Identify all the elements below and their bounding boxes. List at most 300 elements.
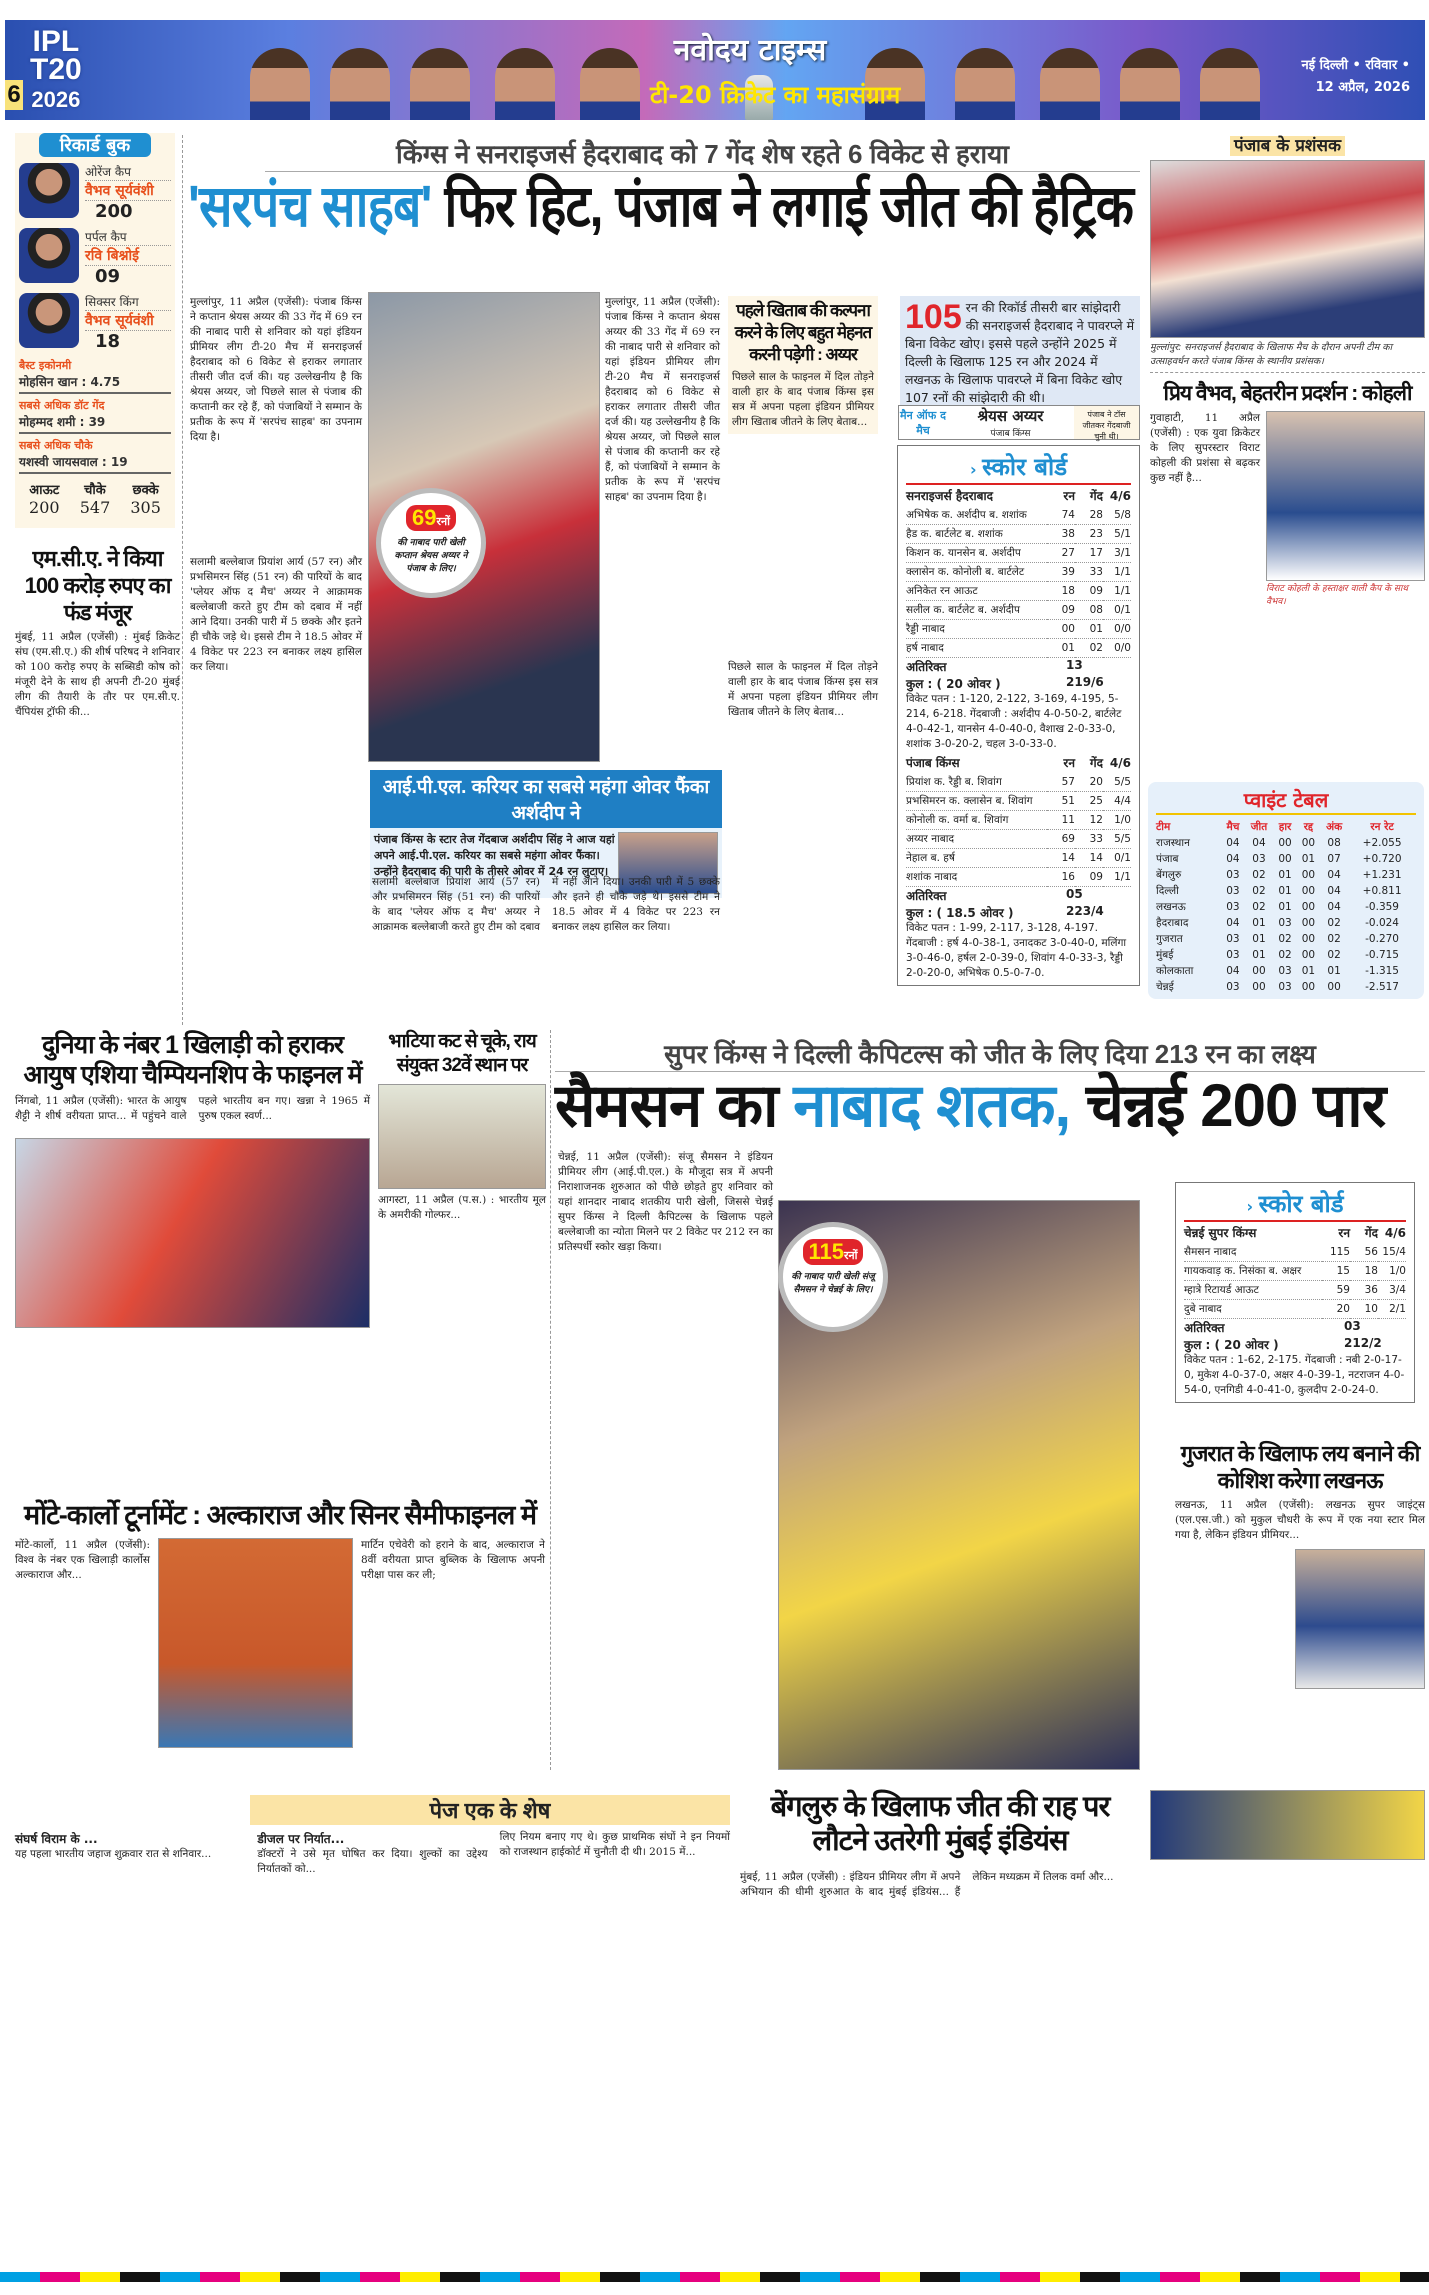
team-name: चेन्नई सुपर किंग्स xyxy=(1184,1226,1257,1240)
runs-badge xyxy=(778,1222,888,1332)
badge-unit: रनों xyxy=(436,516,450,528)
bhatia-article xyxy=(378,1030,546,1223)
table-row xyxy=(1156,947,1416,963)
ipl-logo: IPL T20 2026 xyxy=(30,25,82,112)
headline: गुजरात के खिलाफ लय बनाने की कोशिश करेगा लखनऊ xyxy=(1180,1441,1420,1493)
stat-cell: 04 xyxy=(1226,853,1240,865)
table-header xyxy=(906,485,1131,506)
team-name: राजस्थान xyxy=(1156,837,1190,849)
headline: मोंटे-कार्लो टूर्नामेंट : अल्काराज और सिनर सैमीफाइनल में xyxy=(23,1500,537,1530)
stat-cell: -0.715 xyxy=(1365,949,1399,961)
table-row xyxy=(1156,835,1416,851)
batter-name: अनिकेत रन आऊट xyxy=(906,582,1047,601)
team-name: पंजाब किंग्स xyxy=(906,756,960,770)
batter-row xyxy=(906,792,1131,811)
cap-entry xyxy=(19,293,171,352)
cap-info xyxy=(85,228,171,287)
player-photo xyxy=(495,48,555,120)
batter-name: दुबे नाबाद xyxy=(1184,1300,1322,1319)
stat-cell: 01 xyxy=(1278,869,1292,881)
stat-cell: 5/1 xyxy=(1103,525,1131,544)
table-row xyxy=(1156,899,1416,915)
stat-cell: 04 xyxy=(1327,869,1341,881)
stat-cell: 03 xyxy=(1252,853,1266,865)
stat-cell: 03 xyxy=(1226,901,1240,913)
stat-cell: 03 xyxy=(1226,885,1240,897)
stat-cell: 08 xyxy=(1327,837,1341,849)
cap-info xyxy=(85,163,171,222)
stat-cell: 39 xyxy=(1047,563,1075,582)
column-header: गेंद xyxy=(1364,1226,1378,1240)
stat-cell: 01 xyxy=(1301,853,1316,865)
headline: भाटिया कट से चूके, राय संयुक्त 32वें स्थान पर xyxy=(388,1031,536,1076)
headline: पहले खिताब की कल्पना करने के लिए बहुत मेहनत करनी पड़ेगी : अय्यर xyxy=(734,301,872,364)
batter-row xyxy=(906,773,1131,792)
cap-info xyxy=(85,293,171,352)
cap-value: 18 xyxy=(95,331,121,352)
mom-info xyxy=(947,406,1074,439)
stat-cell: 38 xyxy=(1047,525,1075,544)
batter-row xyxy=(906,849,1131,868)
table-header xyxy=(906,752,1131,773)
stat-cell: 00 xyxy=(1301,917,1316,929)
scoreboard-csk xyxy=(1175,1182,1415,1403)
batter-row xyxy=(906,582,1131,601)
total-row xyxy=(906,904,1131,921)
stat-cell: 33 xyxy=(1075,830,1103,849)
player-photo xyxy=(330,48,390,120)
stat-cell: 74 xyxy=(1047,506,1075,525)
stat-cell: 10 xyxy=(1350,1300,1378,1319)
stat-cell: 59 xyxy=(1322,1281,1350,1300)
lsg-player-photo xyxy=(1295,1549,1425,1689)
stat-cell: 23 xyxy=(1075,525,1103,544)
stat-cell: 4/4 xyxy=(1103,792,1131,811)
story-body: डॉक्टरों ने उसे मृत घोषित कर दिया। शुल्कों का उद्देश्य निर्यातकों को... xyxy=(257,1848,488,1875)
badminton-photo xyxy=(15,1138,370,1328)
stat-cell: 1/1 xyxy=(1103,563,1131,582)
stat-cell: 03 xyxy=(1278,981,1292,993)
stat-cell: +1.231 xyxy=(1362,869,1402,881)
season-totals xyxy=(19,480,171,517)
stat-cell: 09 xyxy=(1075,582,1103,601)
batter-row xyxy=(906,525,1131,544)
kohli-content xyxy=(1150,411,1425,607)
batter-row xyxy=(906,639,1131,658)
tennis-photo xyxy=(158,1538,353,1748)
batter-name: रैड्डी नाबाद xyxy=(906,620,1047,639)
team-name: पंजाब xyxy=(1156,853,1179,865)
fall-of-wickets: विकेट पतन : 1-62, 2-175. गेंदबाजी : नबी 2-0-17-0, मुकेश 4-0-37-0, अक्षर 4-0-39-1, नटराजन 4-0-54-0, एनगिडी 4-0-41-0, कुलदीप 2-0-24-0. xyxy=(1184,1354,1405,1396)
stat-cell: 01 xyxy=(1278,885,1292,897)
headline: दुनिया के नंबर 1 खिलाड़ी को हराकर आयुष एशिया चैम्पियनशिप के फाइनल में xyxy=(23,1031,362,1089)
total-value: 305 xyxy=(130,498,161,517)
stat-cell: 1/0 xyxy=(1378,1262,1406,1281)
batter-row xyxy=(906,601,1131,620)
total-value: 223/4 xyxy=(1066,904,1104,918)
column-header: रन xyxy=(1338,1226,1350,1240)
stat-cell: 02 xyxy=(1327,933,1341,945)
stat-cell: 18 xyxy=(1047,582,1075,601)
extras-row xyxy=(906,658,1131,675)
stat-cell: 00 xyxy=(1047,620,1075,639)
player-avatar xyxy=(19,293,79,348)
csk-headline-part2: चेन्नई 200 पार xyxy=(1085,1072,1386,1139)
stat-cell: 03 xyxy=(1226,981,1240,993)
scoreboard-title: › स्कोर बोर्ड xyxy=(906,450,1131,485)
fact-box xyxy=(900,296,1140,410)
stat-list xyxy=(19,358,171,474)
stat-cell: 1/0 xyxy=(1103,811,1131,830)
mumbai-photo xyxy=(1150,1790,1425,1860)
batter-row xyxy=(1184,1243,1406,1262)
kohli-headline: प्रिय वैभव, बेहतरीन प्रदर्शन : कोहली xyxy=(1163,382,1412,405)
stat-cell: 03 xyxy=(1226,869,1240,881)
batter-name: सैमसन नाबाद xyxy=(1184,1243,1322,1262)
cap-value: 200 xyxy=(95,201,133,222)
batter-row xyxy=(1184,1300,1406,1319)
iyer-article xyxy=(728,296,878,434)
headline: एम.सी.ए. ने किया 100 करोड़ रुपए का फंड मंजूर xyxy=(24,546,171,625)
batter-row xyxy=(1184,1281,1406,1300)
extras-label: अतिरिक्त xyxy=(1184,1321,1225,1335)
tagline: टी-20 क्रिकेट का महासंग्राम xyxy=(650,81,901,109)
stat-value: मोहसिन खान : 4.75 xyxy=(19,373,171,394)
stat-cell: 1/1 xyxy=(1103,582,1131,601)
table-header xyxy=(1156,819,1416,835)
player-photo xyxy=(580,48,640,120)
csk-headline xyxy=(555,1072,1423,1140)
lead-headline xyxy=(188,172,1133,242)
stat-cell: 02 xyxy=(1252,869,1266,881)
stat-cell: 02 xyxy=(1327,917,1341,929)
batter-name: अय्यर नाबाद xyxy=(906,830,1047,849)
badge-runs: 69 xyxy=(412,505,437,530)
page-one-remainders xyxy=(15,1830,730,2260)
story-body: लिए नियम बनाए गए थे। कुछ प्राथमिक संघों ने इन नियमों को राजस्थान हाईकोर्ट में चुनौती दी थी। 2015 में... xyxy=(499,1831,730,1858)
stat-cell: 08 xyxy=(1075,601,1103,620)
stat-label: सबसे अधिक चौके xyxy=(19,439,93,452)
player-avatar xyxy=(19,228,79,283)
kohli-cap-photo xyxy=(1266,411,1425,581)
headline: आई.पी.एल. करियर का सबसे महंगा ओवर फैंका अर्शदीप ने xyxy=(370,770,722,828)
cap-value: 09 xyxy=(95,266,121,287)
cap-label: ओरेंज कैप xyxy=(85,163,171,181)
batter-row xyxy=(906,563,1131,582)
stat-cell: 00 xyxy=(1327,981,1341,993)
points-table-title: प्वाइंट टेबल xyxy=(1156,786,1416,815)
stat-cell: 00 xyxy=(1252,981,1266,993)
stat-cell: 115 xyxy=(1322,1243,1350,1262)
batter-name: शशांक नाबाद xyxy=(906,868,1047,887)
team-name: लखनऊ xyxy=(1156,901,1186,913)
mumbai-body: मुंबई, 11 अप्रैल (एजेंसी) : इंडियन प्रीमियर लीग में अपने अभियान की धीमी शुरुआत के बाद मुंबई इंडियंस... हैं लेकिन मध्यक्रम में तिलक वर्मा और... xyxy=(740,1871,1114,1898)
badge-number xyxy=(406,505,456,531)
stat-cell: 04 xyxy=(1327,901,1341,913)
story-head: डीजल पर निर्यात... xyxy=(257,1832,345,1846)
stat-cell: 16 xyxy=(1047,868,1075,887)
man-of-the-match xyxy=(898,405,1140,440)
column-header: मैच xyxy=(1226,821,1240,833)
cap-label: पर्पल कैप xyxy=(85,228,171,246)
stat-cell: 3/1 xyxy=(1103,544,1131,563)
story-head: संघर्ष विराम के ... xyxy=(15,1832,98,1846)
article-body: मोंटे-कार्लो, 11 अप्रैल (एजेंसी): विश्व के नंबर एक खिलाड़ी कार्लोस अल्काराज और... xyxy=(15,1539,150,1581)
stat-value: यशस्वी जायसवाल : 19 xyxy=(19,453,171,474)
mom-name: श्रेयस अय्यर xyxy=(977,407,1044,425)
stat-cell: 20 xyxy=(1322,1300,1350,1319)
fall-of-wickets: विकेट पतन : 1-99, 2-117, 3-128, 4-197. गेंदबाजी : हर्ष 4-0-38-1, उनादकट 3-0-40-0, मलिंगा 3-0-46-0, हर्षल 2-0-39-0, शिवांग 4-0-33-3, रैड्डी 2-0-20-0, अभिषेक 0.5-0-7-0. xyxy=(906,922,1127,979)
stat-cell: 02 xyxy=(1327,949,1341,961)
lucknow-article xyxy=(1175,1440,1425,1689)
stat-cell: 15/4 xyxy=(1378,1243,1406,1262)
total-value: 212/2 xyxy=(1344,1336,1382,1350)
stat-value: मोहम्मद शमी : 39 xyxy=(19,413,171,434)
article-body: आगस्टा, 11 अप्रैल (प.स.) : भारतीय मूल के अमरीकी गोल्फर... xyxy=(378,1194,546,1221)
scoreboard-title: › स्कोर बोर्ड xyxy=(1184,1187,1406,1222)
extras-value: 03 xyxy=(1344,1319,1361,1333)
stat-cell: 03 xyxy=(1278,965,1292,977)
date-text: 12 अप्रैल, 2026 xyxy=(1315,80,1410,95)
stat-cell: 33 xyxy=(1075,563,1103,582)
column-header: हार xyxy=(1278,821,1292,833)
team-name: दिल्ली xyxy=(1156,885,1179,897)
batter-row xyxy=(906,830,1131,849)
newspaper-name: नवोदय टाइम्स xyxy=(673,33,827,68)
stat-cell: 18 xyxy=(1350,1262,1378,1281)
stat-cell: 00 xyxy=(1301,933,1316,945)
total-value: 547 xyxy=(79,498,111,517)
photo-caption: विराट कोहली के हस्ताक्षर वाली कैप के साथ वैभव। xyxy=(1266,584,1409,607)
stat-cell: 17 xyxy=(1075,544,1103,563)
montecarlo-article xyxy=(15,1495,545,1748)
stat-cell: 3/4 xyxy=(1378,1281,1406,1300)
team-name: गुजरात xyxy=(1156,933,1183,945)
total-row xyxy=(1184,1336,1406,1353)
stat-cell: 0/0 xyxy=(1103,639,1131,658)
record-book xyxy=(15,133,175,528)
player-photo xyxy=(955,48,1015,120)
batter-name: म्हात्रे रिटायर्ड आऊट xyxy=(1184,1281,1322,1300)
lead-headline-blue: 'सरपंच साहब' xyxy=(188,174,432,239)
stat-cell: 57 xyxy=(1047,773,1075,792)
stat-cell: 04 xyxy=(1226,837,1240,849)
stat-cell: 01 xyxy=(1252,917,1266,929)
column-header: गेंद xyxy=(1089,489,1103,503)
batter-name: गायकवाड़ क. निसंका ब. अक्षर xyxy=(1184,1262,1322,1281)
stat-cell: 14 xyxy=(1075,849,1103,868)
fans-photo xyxy=(1150,160,1425,338)
golfer-photo xyxy=(378,1084,546,1189)
article-body: मुंबई, 11 अप्रैल (एजेंसी) : मुंबई क्रिकेट संघ (एम.सी.ए.) की शीर्ष परिषद ने शनिवार को 100 करोड़ रुपए के सब्सिडी कोष को मंजूरी देने के साथ ही अपनी टी-20 मुंबई लीग की तैयारी के तौर पर एम.सी.ए. चैंपियंस ट्रॉफी की... xyxy=(15,631,180,718)
column-header: जीत xyxy=(1250,821,1268,833)
stat-cell: 27 xyxy=(1047,544,1075,563)
lead-body-col2: मुल्लांपुर, 11 अप्रैल (एजेंसी): पंजाब किंग्स ने कप्तान श्रेयस अय्यर की 33 गेंद में 69 रन की नाबाद पारी से शनिवार को यहां इंडियन प्रीमियर लीग टी-20 मैच में सनराइजर्स हैदराबाद को 6 विकेट से हराकर लगातार तीसरी जीत दर्ज की। यह उल्लेखनीय है कि श्रेयस अय्यर, जो पिछले साल से पंजाब की कप्तानी कर रहे हैं, को पंजाबियों ने सम्मान के प्रतीक के रूप में 'सरपंच साहब' का उपनाम दिया है। xyxy=(605,296,720,503)
batter-row xyxy=(906,544,1131,563)
stat-label: बैस्ट इकोनमी xyxy=(19,359,72,372)
mumbai-headline: बेंगलुरु के खिलाफ जीत की राह पर लौटने उतरेगी मुंबई इंडियंस xyxy=(770,1791,1110,1857)
stat-cell: 00 xyxy=(1301,949,1316,961)
player-photo xyxy=(1040,48,1100,120)
badge-text: की नाबाद पारी खेली संजू सैमसन ने चेन्नई के लिए। xyxy=(791,1272,875,1295)
stat-cell: 02 xyxy=(1075,639,1103,658)
stat-cell: 00 xyxy=(1278,853,1292,865)
team-name: कोलकाता xyxy=(1156,965,1194,977)
column-header: रद्द xyxy=(1303,821,1314,833)
stat-cell: 02 xyxy=(1252,885,1266,897)
fact-number: 105 xyxy=(905,298,962,336)
total-label: आऊट xyxy=(29,483,60,498)
mom-team: पंजाब किंग्स xyxy=(990,429,1031,439)
fans-section xyxy=(1150,133,1425,607)
article-body: लखनऊ, 11 अप्रैल (एजेंसी): लखनऊ सुपर जाइंट्स (एल.एस.जी.) को मुकुल चौधरी के रूप में एक नया स्टार मिल गया है, लेकिन इंडियन प्रीमियर... xyxy=(1175,1499,1425,1541)
cap-entry xyxy=(19,163,171,222)
montecarlo-content xyxy=(15,1538,545,1748)
stat-cell: 5/8 xyxy=(1103,506,1131,525)
stat-cell: 5/5 xyxy=(1103,830,1131,849)
stat-cell: 01 xyxy=(1047,639,1075,658)
mom-label: मैन ऑफ द मैच xyxy=(900,408,946,437)
stat-cell: 01 xyxy=(1278,901,1292,913)
stat-cell: +0.811 xyxy=(1362,885,1402,897)
batter-name: प्रभसिमरन क. क्लासेन ब. शिवांग xyxy=(906,792,1047,811)
lead-headline-black: फिर हिट, पंजाब ने लगाई जीत की हैट्रिक xyxy=(444,174,1133,239)
stat-cell: 1/1 xyxy=(1103,868,1131,887)
dateline-text: नई दिल्ली • रविवार • xyxy=(1301,58,1410,73)
stat-cell: 01 xyxy=(1252,933,1266,945)
stat-cell: 02 xyxy=(1278,933,1292,945)
column-header: 4/6 xyxy=(1109,488,1131,503)
stat-cell: 14 xyxy=(1047,849,1075,868)
team-name: हैदराबाद xyxy=(1156,917,1189,929)
page-number: 6 xyxy=(5,80,23,110)
stat-cell: 0/1 xyxy=(1103,601,1131,620)
lead-body: मुल्लांपुर, 11 अप्रैल (एजेंसी): पंजाब किंग्स ने कप्तान श्रेयस अय्यर की 33 गेंद में 69 रन की नाबाद पारी से शनिवार को यहां इंडियन प्रीमियर लीग टी-20 मैच में सनराइजर्स हैदराबाद को 6 विकेट से हराकर लगातार तीसरी जीत दर्ज की। यह उल्लेखनीय है कि श्रेयस अय्यर, जो पिछले साल से पंजाब की कप्तानी कर रहे हैं, को पंजाबियों ने सम्मान के प्रतीक के रूप में 'सरपंच साहब' का उपनाम दिया है। xyxy=(190,296,362,443)
stat-cell: 00 xyxy=(1301,837,1316,849)
player-photo xyxy=(250,48,310,120)
stat-cell: 69 xyxy=(1047,830,1075,849)
fans-title-wrap xyxy=(1150,133,1425,156)
column-header: टीम xyxy=(1156,821,1171,833)
batter-row xyxy=(906,868,1131,887)
stat-cell: 0/0 xyxy=(1103,620,1131,639)
scoreboard-innings xyxy=(906,485,1131,981)
table-row xyxy=(1156,979,1416,995)
record-book-title: रिकार्ड बुक xyxy=(39,133,151,157)
total-value: 200 xyxy=(29,498,60,517)
stat-cell: 20 xyxy=(1075,773,1103,792)
article-body: पिछले साल के फाइनल में दिल तोड़ने वाली हार के बाद पंजाब किंग्स इस सत्र में अपना पहला इंडियन प्रीमियर लीग खिताब जीतने के लिए बेताब... xyxy=(732,371,874,428)
batter-row xyxy=(906,620,1131,639)
csk-headline-text xyxy=(555,1072,1385,1140)
column-header: 4/6 xyxy=(1384,1225,1406,1240)
batter-name: क्लासेन क. कोनोली ब. बार्टलेट xyxy=(906,563,1047,582)
team-name: बेंगलुरु xyxy=(1156,869,1182,881)
stat-cell: -0.359 xyxy=(1365,901,1399,913)
toss-note: पंजाब ने टॉस जीतकर गेंदबाजी चुनी थी। xyxy=(1074,406,1139,439)
column-header: रन xyxy=(1063,756,1075,770)
stat-cell: 01 xyxy=(1075,620,1103,639)
stat-cell: 25 xyxy=(1075,792,1103,811)
table-row xyxy=(1156,931,1416,947)
cap-player: वैभव सूर्यवंशी xyxy=(85,181,171,201)
csk-body: चेन्नई, 11 अप्रैल (एजेंसी): संजू सैमसन ने इंडियन प्रीमियर लीग (आई.पी.एल.) के मौजूदा सत्र में अपनी निराशाजनक शुरुआत को पीछे छोड़ते हुए शनिवार को यहां शानदार नाबाद शतकीय पारी खेली, जिससे चेन्नई सुपर किंग्स ने दिल्ली कैपिटल्स के खिलाफ पहले बल्लेबाजी का न्योता मिलने पर 2 विकेट पर 212 रन का प्रतिस्पर्धी स्कोर खड़ा किया। xyxy=(558,1151,773,1253)
stat-cell: 0/1 xyxy=(1103,849,1131,868)
lead-body-continued: सलामी बल्लेबाज प्रियांश आर्य (57 रन) और प्रभसिमरन सिंह (51 रन) की पारियों के बाद 'प्लेयर ऑफ द मैच' अय्यर ने आक्रामक बल्लेबाजी करते हुए टीम को दबाव में नहीं आने दिया। उनकी पारी में 5 छक्के और इतने ही चौके जड़े थे। इससे टीम ने 18.5 ओवर में 4 विकेट पर 223 रन बनाकर लक्ष्य हासिल कर लिया। xyxy=(372,876,720,933)
stat-cell: 36 xyxy=(1350,1281,1378,1300)
article-body: मार्टिन एचेवेरी को हराने के बाद, अल्काराज ने 8वीं वरीयता प्राप्त बुब्लिक के खिलाफ अपनी परीक्षा पास कर ली; xyxy=(361,1539,545,1581)
batter-name: हर्ष नाबाद xyxy=(906,639,1047,658)
page-one-remainders-title: पेज एक के शेष xyxy=(250,1795,730,1825)
total-row xyxy=(906,675,1131,692)
stat-cell: 56 xyxy=(1350,1243,1378,1262)
ayush-article xyxy=(15,1030,370,1328)
stat-cell: 02 xyxy=(1278,949,1292,961)
story-body: यह पहला भारतीय जहाज शुक्रवार रात से शनिवार... xyxy=(15,1848,212,1860)
stat-cell: 04 xyxy=(1226,917,1240,929)
batting-table xyxy=(906,752,1131,887)
stat-cell: 09 xyxy=(1047,601,1075,620)
batter-row xyxy=(1184,1262,1406,1281)
stat-cell: 12 xyxy=(1075,811,1103,830)
fact-text: रन की रिकॉर्ड तीसरी बार सांझेदारी की सनराइजर्स हैदराबाद ने पावरप्ले में बिना विकेट खोए। इससे पहले उन्होंने 2025 में दिल्ली के खिलाफ 125 रन और 2024 में लखनऊ के खिलाफ पावरप्ले में बिना विकेट खोए 107 रनों की सांझेदारी की थी। xyxy=(905,300,1135,405)
runs-badge xyxy=(376,488,486,598)
extras-row xyxy=(906,887,1131,904)
total-label: कुल : ( 20 ओवर ) xyxy=(906,677,1001,691)
stat-cell: 04 xyxy=(1327,885,1341,897)
stat-cell: 00 xyxy=(1301,869,1316,881)
batter-row xyxy=(906,506,1131,525)
iyer-body-continued: पिछले साल के फाइनल में दिल तोड़ने वाली हार के बाद पंजाब किंग्स इस सत्र में अपना पहला इंडियन प्रीमियर लीग खिताब जीतने के लिए बेताब... xyxy=(728,661,878,718)
extras-value: 05 xyxy=(1066,887,1083,901)
stat-cell: 03 xyxy=(1226,949,1240,961)
article-body: पंजाब किंग्स के स्टार तेज गेंदबाज अर्शदीप सिंह ने आज यहां अपने आई.पी.एल. करियर का सबसे महंगा ओवर फैंका। उन्होंने हैदराबाद की पारी के तीसरे ओवर में 24 रन लुटाए। xyxy=(374,833,615,878)
extras-label: अतिरिक्त xyxy=(906,660,947,674)
stat-label: सबसे अधिक डॉट गेंद xyxy=(19,399,105,412)
season-total xyxy=(80,480,111,517)
dateline xyxy=(1270,55,1410,99)
table-row xyxy=(1156,851,1416,867)
season-total xyxy=(130,480,161,517)
cap-player: रवि बिश्नोई xyxy=(85,246,171,266)
table-header xyxy=(1184,1222,1406,1243)
stat-cell: 07 xyxy=(1327,853,1341,865)
total-label: कुल : ( 18.5 ओवर ) xyxy=(906,906,1014,920)
points-table xyxy=(1148,782,1424,999)
table-row xyxy=(1156,915,1416,931)
batter-name: प्रियांश क. रैड्डी ब. शिवांग xyxy=(906,773,1047,792)
total-label: छक्के xyxy=(132,483,159,498)
scoreboard-srh-pbks xyxy=(897,445,1140,986)
stat-cell: 11 xyxy=(1047,811,1075,830)
team-name: सनराइजर्स हैदराबाद xyxy=(906,489,993,503)
mca-article xyxy=(15,545,180,720)
table-row xyxy=(1156,867,1416,883)
batter-name: हैड क. बार्टलेट ब. शशांक xyxy=(906,525,1047,544)
badge-unit: रनों xyxy=(844,1250,858,1262)
csk-kicker: सुपर किंग्स ने दिल्ली कैपिटल्स को जीत के लिए दिया 213 रन का लक्ष्य xyxy=(555,1035,1425,1072)
extras-label: अतिरिक्त xyxy=(906,889,947,903)
divider xyxy=(182,135,183,1025)
stat-cell: 2/1 xyxy=(1378,1300,1406,1319)
photo-caption: मुल्लांपुर: सनराइजर्स हैदराबाद के खिलाफ मैच के दौरान अपनी टीम का उत्साहवर्धन करते पंजाब किंग्स के स्थानीय प्रशंसक। xyxy=(1150,338,1425,373)
team-name: चेन्नई xyxy=(1156,981,1174,993)
stat-cell: 02 xyxy=(1252,901,1266,913)
stat-cell: 51 xyxy=(1047,792,1075,811)
stat-cell: 28 xyxy=(1075,506,1103,525)
total-label: कुल : ( 20 ओवर ) xyxy=(1184,1338,1279,1352)
batting-table xyxy=(906,485,1131,658)
